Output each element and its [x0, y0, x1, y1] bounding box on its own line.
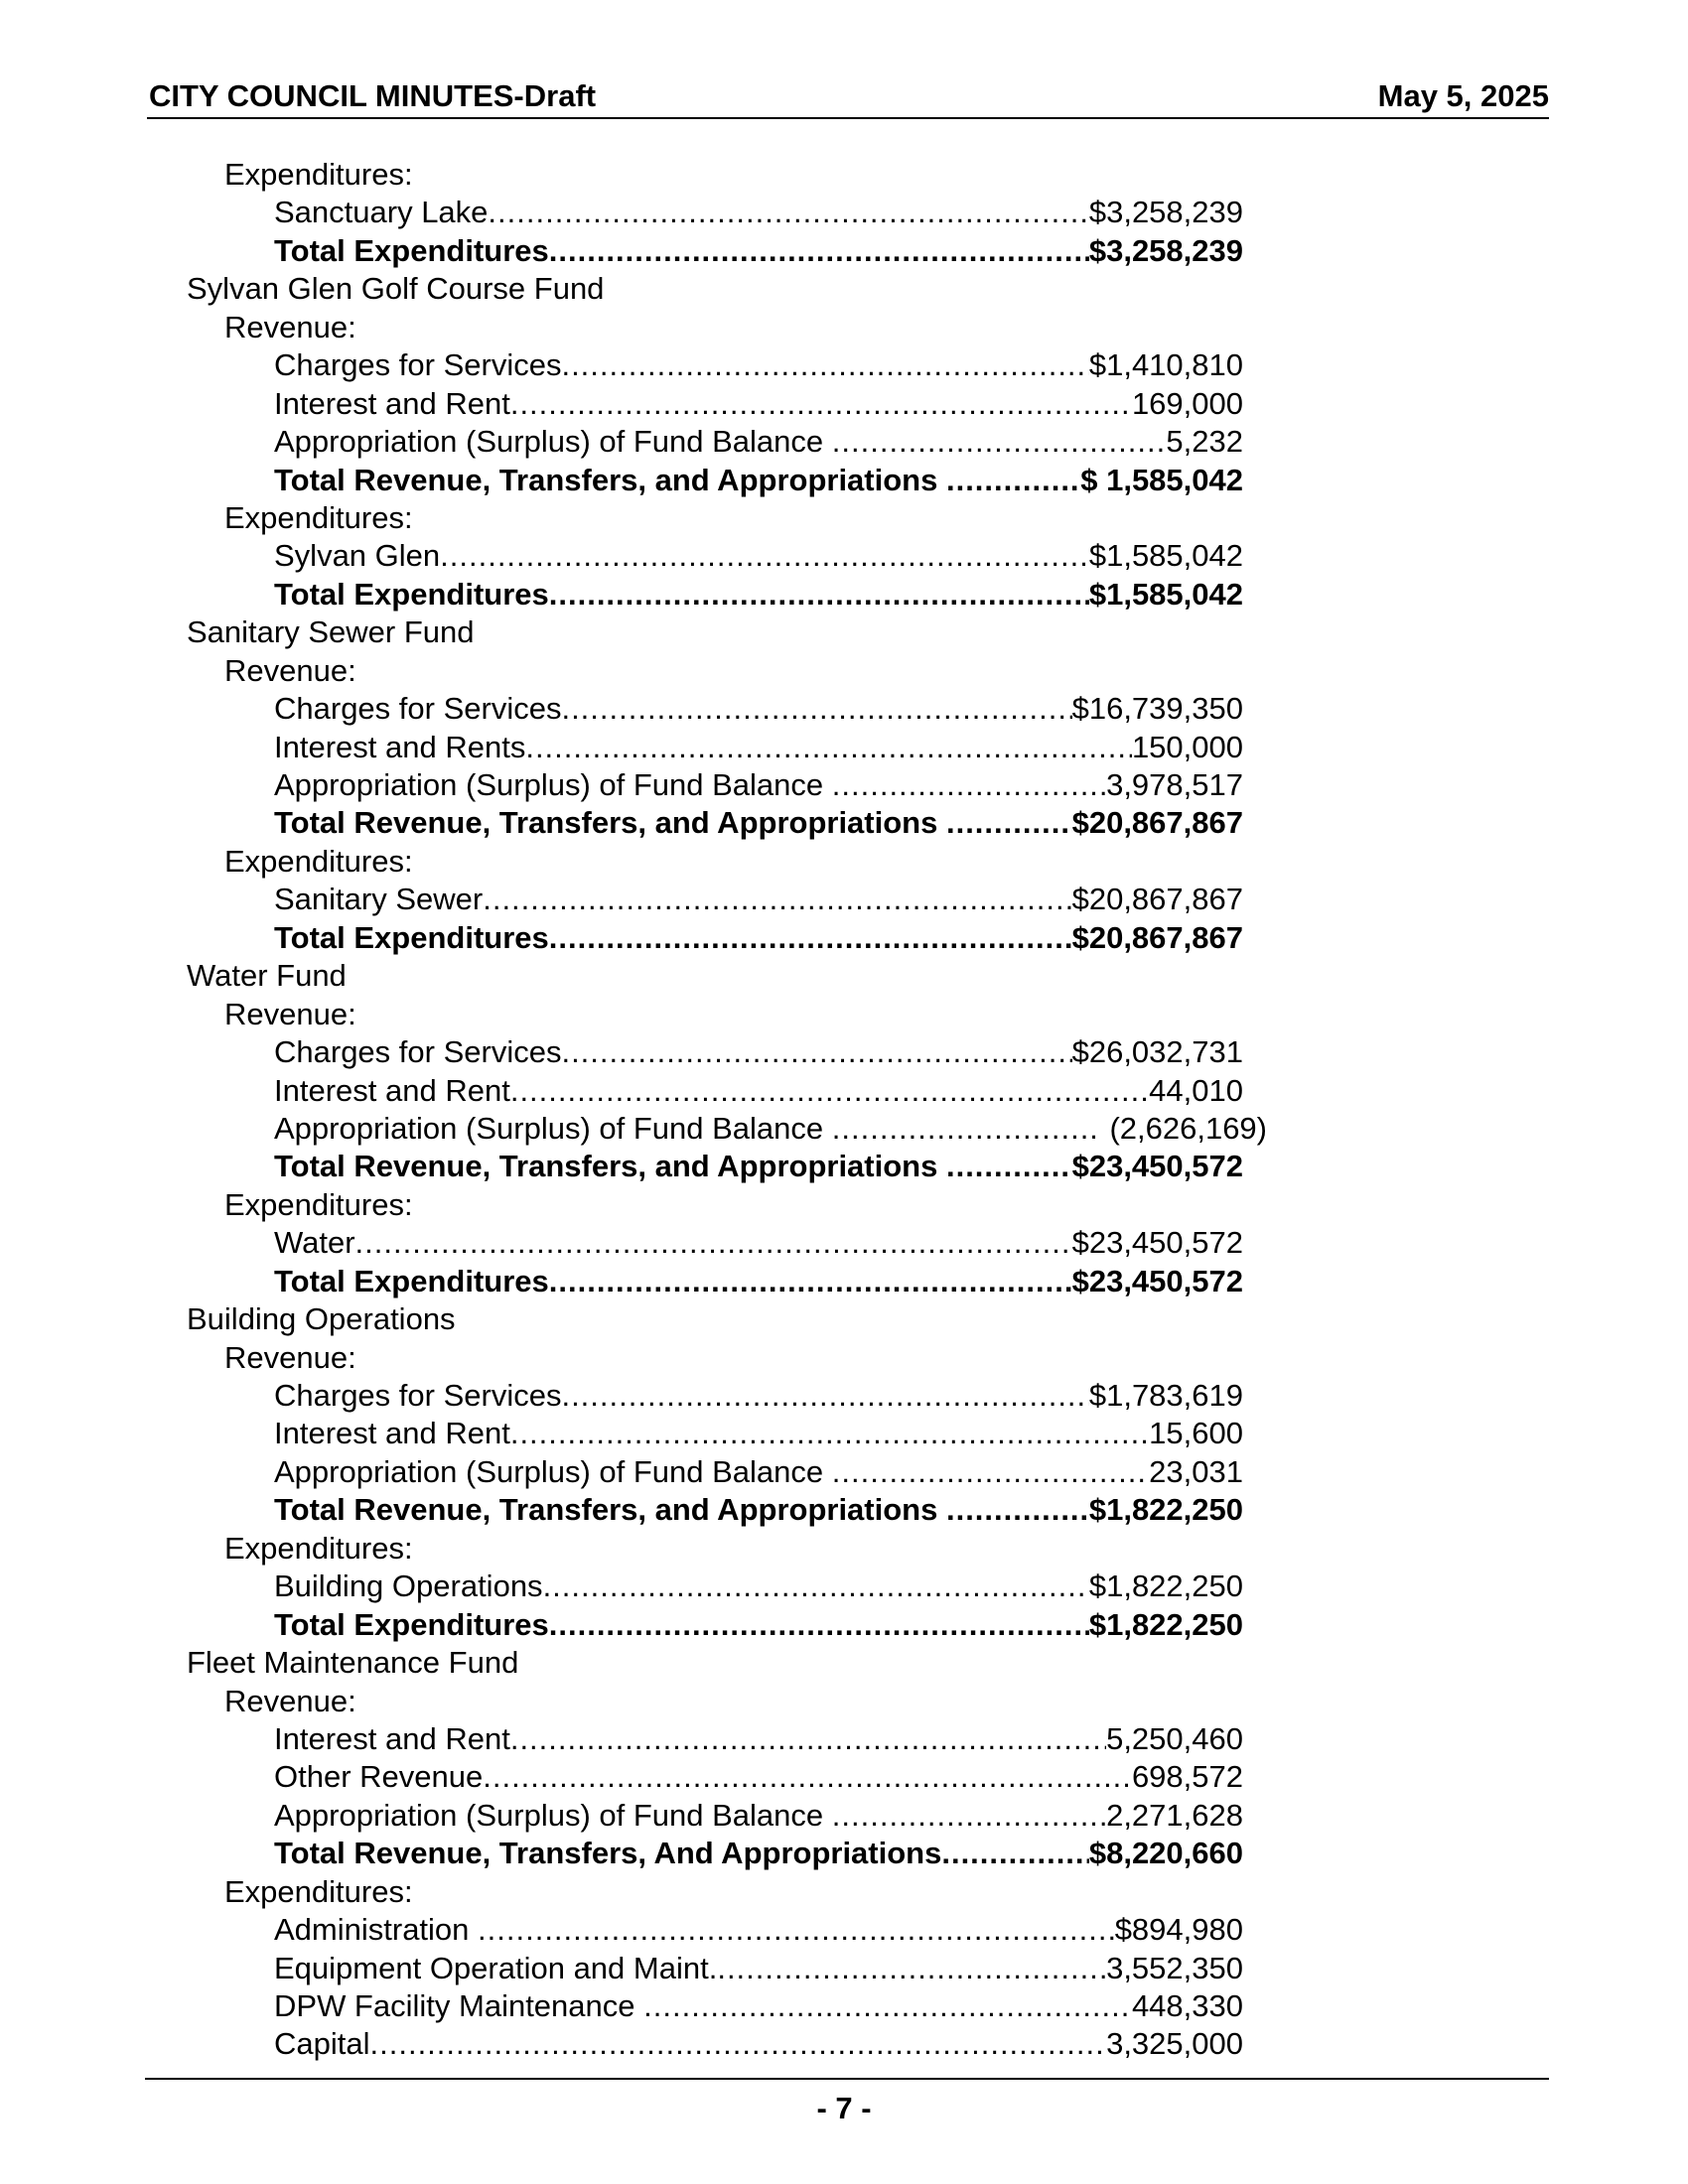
line-item	[0, 1720, 1688, 1758]
dot-leader	[549, 576, 1089, 614]
line-amount: 698,572	[1131, 1759, 1243, 1795]
line-label: Other Revenue	[274, 1759, 484, 1795]
dot-leader	[478, 1911, 1115, 1949]
dot-leader	[355, 1224, 1072, 1262]
line-item	[0, 423, 1688, 461]
line-item	[0, 1987, 1688, 2025]
line-amount: 23,031	[1149, 1453, 1243, 1489]
total-line	[0, 1263, 1688, 1300]
line-amount: 15,600	[1149, 1416, 1243, 1451]
line-amount: 5,232	[1166, 424, 1243, 460]
line-label: Total Expenditures	[274, 232, 549, 268]
leader-entry	[274, 1377, 1243, 1415]
line-item	[0, 537, 1688, 575]
leader-entry	[274, 1072, 1243, 1110]
section-heading: Expenditures:	[224, 1873, 413, 1909]
line-amount: $23,450,572	[1071, 1149, 1243, 1184]
total-line	[0, 919, 1688, 957]
dot-leader	[510, 385, 1132, 423]
line-amount: $894,980	[1114, 1912, 1243, 1948]
line-item	[0, 194, 1688, 231]
dot-leader	[549, 1606, 1089, 1644]
line-amount: $ 1,585,042	[1080, 462, 1243, 497]
dot-leader	[832, 1453, 1149, 1491]
line-amount: $3,258,239	[1088, 232, 1243, 268]
line-label: Interest and Rent	[274, 385, 510, 421]
leader-entry	[274, 1720, 1243, 1758]
line-amount: $1,783,619	[1088, 1378, 1243, 1413]
dot-leader	[549, 232, 1089, 270]
line-label: Charges for Services	[274, 691, 562, 727]
leader-entry	[274, 919, 1243, 957]
line-item	[0, 2025, 1688, 2063]
leader-entry	[274, 881, 1243, 918]
line-item	[0, 1453, 1688, 1491]
line-amount: $1,585,042	[1088, 538, 1243, 574]
fund-heading: Building Operations	[187, 1301, 456, 1337]
line-label: Administration	[274, 1912, 479, 1948]
line-amount: 448,330	[1131, 1988, 1243, 2023]
dot-leader	[561, 690, 1071, 728]
section-heading: Expenditures:	[224, 499, 413, 535]
dot-leader	[832, 423, 1167, 461]
line-amount: 3,978,517	[1106, 767, 1243, 802]
leader-entry	[274, 232, 1243, 270]
section-heading: Expenditures:	[224, 843, 413, 879]
line-amount: $16,739,350	[1071, 691, 1243, 727]
dot-leader	[946, 1148, 1072, 1185]
line-item	[0, 1072, 1688, 1110]
line-label: Total Revenue, Transfers, And Appropriations	[274, 1836, 942, 1871]
document-date: May 5, 2025	[1377, 78, 1549, 113]
line-item	[0, 766, 1688, 804]
leader-entry	[274, 766, 1243, 804]
line-label: Appropriation (Surplus) of Fund Balance	[274, 1797, 832, 1833]
line-item	[0, 1568, 1688, 1605]
dot-leader	[543, 1568, 1089, 1605]
section-heading: Expenditures:	[224, 1186, 413, 1222]
line-label: Charges for Services	[274, 1378, 562, 1413]
leader-entry	[274, 1453, 1243, 1491]
dot-leader	[941, 1835, 1089, 1872]
line-label: Appropriation (Surplus) of Fund Balance	[274, 767, 832, 802]
line-label: Equipment Operation and Maint.	[274, 1950, 718, 1985]
leader-entry	[274, 1797, 1243, 1835]
dot-leader	[643, 1987, 1132, 2025]
line-item	[0, 346, 1688, 384]
line-amount: $26,032,731	[1071, 1034, 1243, 1070]
line-amount: $1,822,250	[1088, 1569, 1243, 1604]
leader-entry	[274, 1568, 1243, 1605]
leader-entry	[274, 346, 1243, 384]
dot-leader	[717, 1950, 1106, 1987]
line-label: Building Operations	[274, 1569, 543, 1604]
line-amount: 44,010	[1149, 1072, 1243, 1108]
leader-entry	[274, 729, 1243, 766]
line-item	[0, 690, 1688, 728]
line-label: Interest and Rent	[274, 1072, 510, 1108]
total-line	[0, 1606, 1688, 1644]
line-label: Total Expenditures	[274, 1263, 549, 1298]
section-heading: Revenue:	[224, 309, 356, 344]
total-line	[0, 576, 1688, 614]
dot-leader	[832, 766, 1106, 804]
line-amount: $20,867,867	[1071, 882, 1243, 917]
line-label: Appropriation (Surplus) of Fund Balance	[274, 1453, 832, 1489]
section-heading: Revenue:	[224, 652, 356, 688]
line-item	[0, 1950, 1688, 1987]
footer-rule	[145, 2078, 1549, 2080]
leader-entry	[274, 1835, 1243, 1872]
page-number: - 7 -	[816, 2091, 872, 2125]
leader-entry	[274, 1491, 1243, 1529]
dot-leader	[946, 1491, 1089, 1529]
leader-entry	[274, 1263, 1243, 1300]
dot-leader	[946, 462, 1080, 499]
total-line	[0, 232, 1688, 270]
line-label: Total Revenue, Transfers, and Appropriations	[274, 1149, 946, 1184]
line-item	[0, 1377, 1688, 1415]
line-label: Total Expenditures	[274, 1606, 549, 1642]
line-label: Interest and Rent	[274, 1416, 510, 1451]
line-label: Sylvan Glen	[274, 538, 441, 574]
fund-heading: Water Fund	[187, 958, 347, 994]
line-label: Sanctuary Lake	[274, 195, 489, 230]
line-amount: 3,325,000	[1106, 2026, 1243, 2062]
total-line	[0, 1491, 1688, 1529]
leader-entry	[274, 462, 1243, 499]
dot-leader	[440, 537, 1089, 575]
line-item	[0, 1911, 1688, 1949]
dot-leader	[488, 194, 1088, 231]
dot-leader	[561, 1377, 1088, 1415]
budget-listing	[0, 156, 1688, 2064]
leader-entry	[274, 1415, 1243, 1452]
leader-entry	[274, 1911, 1243, 1949]
dot-leader	[510, 1720, 1106, 1758]
line-amount: $20,867,867	[1071, 805, 1243, 841]
total-line	[0, 1148, 1688, 1185]
line-label: Total Expenditures	[274, 919, 549, 955]
dot-leader	[561, 1033, 1071, 1071]
fund-heading: Fleet Maintenance Fund	[187, 1645, 519, 1681]
dot-leader	[510, 1415, 1149, 1452]
line-amount: $8,220,660	[1088, 1836, 1243, 1871]
section-heading: Revenue:	[224, 996, 356, 1031]
line-label: Interest and Rent	[274, 1720, 510, 1756]
line-label: Total Revenue, Transfers, and Appropriations	[274, 1492, 946, 1528]
line-item	[0, 1415, 1688, 1452]
dot-leader	[525, 729, 1132, 766]
dot-leader	[510, 1072, 1149, 1110]
line-amount: $20,867,867	[1071, 919, 1243, 955]
line-amount: 3,552,350	[1106, 1950, 1243, 1985]
line-label: Water	[274, 1225, 355, 1261]
leader-entry	[274, 1987, 1243, 2025]
line-item	[0, 1797, 1688, 1835]
dot-leader	[832, 1797, 1106, 1835]
line-item	[0, 1758, 1688, 1796]
section-heading: Revenue:	[224, 1683, 356, 1718]
leader-entry	[274, 1224, 1243, 1262]
line-amount: $1,822,250	[1088, 1606, 1243, 1642]
line-label: Appropriation (Surplus) of Fund Balance	[274, 424, 832, 460]
line-amount: (2,626,169)	[1100, 1110, 1267, 1146]
line-label: DPW Facility Maintenance	[274, 1988, 644, 2023]
leader-entry	[274, 385, 1243, 423]
line-label: Capital	[274, 2026, 370, 2062]
leader-entry	[274, 1033, 1243, 1071]
line-label: Appropriation (Surplus) of Fund Balance	[274, 1110, 832, 1146]
document-title: CITY COUNCIL MINUTES-Draft	[149, 78, 597, 113]
leader-entry	[274, 1606, 1243, 1644]
line-label: Total Revenue, Transfers, and Appropriations	[274, 805, 946, 841]
fund-heading: Sanitary Sewer Fund	[187, 614, 475, 650]
dot-leader	[483, 1758, 1132, 1796]
leader-entry	[274, 1110, 1267, 1148]
line-item	[0, 729, 1688, 766]
dot-leader	[370, 2025, 1107, 2063]
line-label: Total Expenditures	[274, 576, 549, 612]
leader-entry	[274, 537, 1243, 575]
leader-entry	[274, 690, 1243, 728]
line-item	[0, 1224, 1688, 1262]
line-label: Charges for Services	[274, 1034, 562, 1070]
leader-entry	[274, 423, 1243, 461]
leader-entry	[274, 2025, 1243, 2063]
line-label: Interest and Rents	[274, 729, 526, 764]
dot-leader	[832, 1110, 1101, 1148]
line-amount: $1,410,810	[1088, 347, 1243, 383]
dot-leader	[946, 804, 1072, 842]
dot-leader	[561, 346, 1088, 384]
section-heading: Expenditures:	[224, 1530, 413, 1566]
total-line	[0, 462, 1688, 499]
dot-leader	[549, 919, 1072, 957]
dot-leader	[549, 1263, 1072, 1300]
fund-heading: Sylvan Glen Golf Course Fund	[187, 271, 605, 307]
line-label: Charges for Services	[274, 347, 562, 383]
leader-entry	[274, 1950, 1243, 1987]
line-label: Sanitary Sewer	[274, 882, 484, 917]
line-item	[0, 385, 1688, 423]
section-heading: Revenue:	[224, 1339, 356, 1375]
line-amount: $1,585,042	[1088, 576, 1243, 612]
line-item	[0, 881, 1688, 918]
line-amount: 2,271,628	[1106, 1797, 1243, 1833]
line-amount: $1,822,250	[1088, 1492, 1243, 1528]
line-amount: $3,258,239	[1088, 195, 1243, 230]
line-amount: 150,000	[1131, 729, 1243, 764]
total-line	[0, 1835, 1688, 1872]
leader-entry	[274, 194, 1243, 231]
total-line	[0, 804, 1688, 842]
line-amount: $23,450,572	[1071, 1263, 1243, 1298]
line-amount: $23,450,572	[1071, 1225, 1243, 1261]
line-label: Total Revenue, Transfers, and Appropriations	[274, 462, 946, 497]
leader-entry	[274, 804, 1243, 842]
line-item	[0, 1033, 1688, 1071]
leader-entry	[274, 576, 1243, 614]
line-item	[0, 1110, 1688, 1148]
page-header	[147, 75, 1549, 119]
leader-entry	[274, 1148, 1243, 1185]
section-heading: Expenditures:	[224, 157, 413, 192]
leader-entry	[274, 1758, 1243, 1796]
dot-leader	[483, 881, 1071, 918]
line-amount: 169,000	[1131, 385, 1243, 421]
line-amount: 5,250,460	[1106, 1720, 1243, 1756]
